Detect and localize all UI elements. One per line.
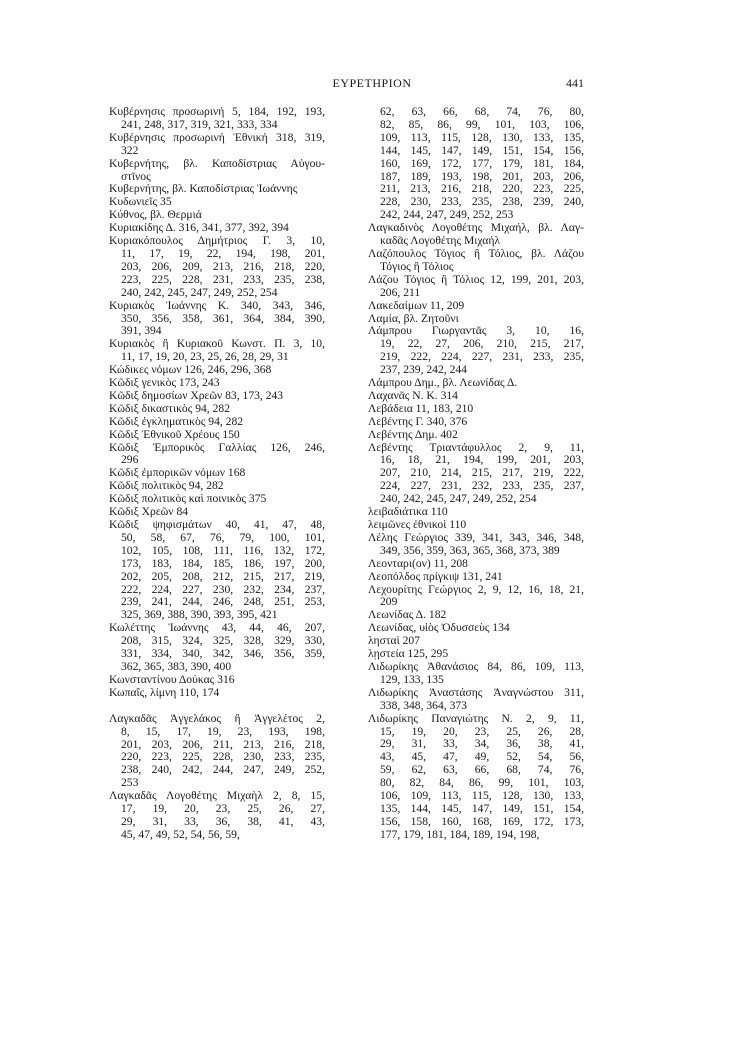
index-entry-line: 240, 242, 245, 247, 249, 252, 254 — [121, 285, 278, 299]
index-entry — [368, 713, 584, 842]
index-entry-line: 224, 227, 231, 232, 233, 235, 237, — [380, 479, 584, 493]
index-entry-line: 350, 356, 358, 361, 364, 384, 390, — [121, 311, 325, 325]
index-entry — [368, 377, 584, 390]
index-entry — [368, 558, 584, 571]
index-entry-line: 362, 365, 383, 390, 400 — [121, 659, 232, 673]
index-entry — [368, 274, 584, 300]
index-entry-line: 16, 18, 21, 194, 199, 201, 203, — [380, 453, 584, 467]
index-entry-line: 391, 394 — [121, 324, 162, 338]
index-entry-line: Λαχανᾶς Ν. Κ. 314 — [368, 388, 458, 402]
index-entry — [368, 403, 584, 416]
index-entry — [109, 235, 325, 300]
index-entry — [109, 338, 325, 364]
index-entry-line: Λιδωρίκης Ἀθανάσιος 84, 86, 109, 113, — [368, 659, 584, 673]
index-entry — [368, 442, 584, 507]
index-entry-line: Λεοπόλδος πρίγκιψ 131, 241 — [368, 569, 503, 583]
index-entry — [368, 571, 584, 584]
index-entry-line: 129, 133, 135 — [380, 672, 444, 686]
index-entry-line: 11, 17, 19, 20, 23, 25, 26, 28, 29, 31 — [121, 350, 289, 364]
index-entry-line: 253 — [121, 776, 139, 790]
index-entry — [368, 390, 584, 403]
index-entry-line: Κῶδιξ δικαστικὸς 94, 282 — [109, 401, 230, 415]
index-entry — [368, 429, 584, 442]
index-entry-line: 241, 248, 317, 319, 321, 333, 334 — [121, 117, 278, 131]
index-entry-line: 228, 230, 233, 235, 238, 239, 240, — [380, 195, 584, 209]
index-entry — [109, 442, 325, 468]
index-entry — [368, 687, 584, 713]
index-entry-line: Κωνσταντίνου Δούκας 316 — [109, 672, 235, 686]
index-column-left — [109, 106, 325, 842]
index-entry-line: 208, 315, 324, 325, 328, 329, 330, — [121, 634, 325, 648]
index-entry — [368, 416, 584, 429]
index-entry-line: 156, 158, 160, 168, 169, 172, 173, — [380, 814, 584, 828]
index-entry — [368, 584, 584, 610]
index-entry-line: Λεβέντης Δημ. 402 — [368, 427, 458, 441]
index-entry-line: Κώδικες νόμων 126, 246, 296, 368 — [109, 363, 272, 377]
index-entry-line: 201, 203, 206, 211, 213, 216, 218, — [121, 737, 325, 751]
index-entry-line: 242, 244, 247, 249, 252, 253 — [380, 208, 514, 222]
index-entry-line: Τόγιος ἢ Τόλιος — [380, 259, 454, 273]
index-entry — [368, 300, 584, 313]
index-entry-line: στῖνος — [121, 169, 151, 183]
index-entry-line: 207, 210, 214, 215, 217, 219, 222, — [380, 466, 584, 480]
index-entry-line: Κύθνος, βλ. Θερμιά — [109, 208, 202, 222]
index-entry-line: 80, 82, 84, 86, 99, 101, 103, — [380, 776, 584, 790]
index-entry-line: 59, 62, 63, 66, 68, 74, 76, — [380, 763, 584, 777]
index-entry-line: 19, 22, 27, 206, 210, 215, 217, — [380, 337, 584, 351]
index-entry-line: Κῶδιξ πολιτικὸς 94, 282 — [109, 479, 224, 493]
index-entry-line: Λεβέντης Τριαντάφυλλος 2, 9, 11, — [368, 440, 584, 454]
index-entry-line: 177, 179, 181, 184, 189, 194, 198, — [380, 827, 540, 841]
index-entry-line: 338, 348, 364, 373 — [380, 698, 467, 712]
index-entry-line: 223, 225, 228, 231, 233, 235, 238, — [121, 272, 325, 286]
index-entry-line: Κυβερνήτης, βλ. Καποδίστριας Αὐγου- — [109, 156, 325, 170]
index-entry-line: 144, 145, 147, 149, 151, 154, 156, — [380, 143, 584, 157]
index-entry-line: Λαζόπουλος Τόγιος ἢ Τόλιος, βλ. Λάζου — [368, 246, 584, 260]
index-entry-line: Λαμία, βλ. Ζητοῦνι — [368, 311, 459, 325]
index-entry-line: 173, 183, 184, 185, 186, 197, 200, — [121, 556, 325, 570]
index-entry — [109, 377, 325, 390]
index-entry — [368, 248, 584, 274]
index-entry-line: λειβαδιάτικα 110 — [368, 505, 448, 519]
index-entry-line: Κῶδιξ ἐγκληματικὸς 94, 282 — [109, 414, 244, 428]
index-entry-line: Κυριακὸς ἢ Κυριακοῦ Κωνστ. Π. 3, 10, — [109, 337, 325, 351]
index-entry-line: Λεβάδεια 11, 183, 210 — [368, 401, 474, 415]
index-entry-line: λῃστεία 125, 295 — [368, 647, 449, 661]
index-entry-line: Λάζου Τόγιος ἢ Τόλιος 12, 199, 201, 203, — [368, 272, 584, 286]
index-entry-line: 331, 334, 340, 342, 346, 356, 359, — [121, 647, 325, 661]
index-entry-line: Λάμπρου Γιωργαντᾶς 3, 10, 16, — [368, 324, 584, 338]
index-entry-line: Λεωνίδας, υἱὸς Ὀδυσσεὺς 134 — [368, 621, 510, 635]
index-entry — [109, 416, 325, 429]
index-entry-line: Λιδωρίκης Ἀναστάσης Ἀναγνώστου 311, — [368, 685, 584, 699]
index-entry — [109, 622, 325, 674]
index-entry-line: Λαγκαδᾶς Λογοθέτης Μιχαὴλ 2, 8, 15, — [109, 789, 325, 803]
index-entry-line: 220, 223, 225, 228, 230, 233, 235, — [121, 750, 325, 764]
index-entry-line: Λεχουρίτης Γεώργιος 2, 9, 12, 16, 18, 21, — [368, 582, 584, 596]
index-entry — [109, 300, 325, 339]
index-entry-line: Λεβέντης Γ. 340, 376 — [368, 414, 468, 428]
page-title: ΕΥΡΕΤΗΡΙΟΝ — [332, 76, 412, 90]
index-entry-line: λησταὶ 207 — [368, 634, 420, 648]
index-entry-line: 219, 222, 224, 227, 231, 233, 235, — [380, 350, 584, 364]
index-entry-line: Κυριακὸς Ἰωάννης Κ. 340, 343, 346, — [109, 298, 325, 312]
index-entry — [109, 106, 325, 132]
index-entry-line: 187, 189, 193, 198, 201, 203, 206, — [380, 169, 584, 183]
index-entry-line: 8, 15, 17, 19, 23, 193, 198, — [121, 724, 325, 738]
index-entry-line: 202, 205, 208, 212, 215, 217, 219, — [121, 569, 325, 583]
index-entry-line: Κῶδιξ ἐμπορικῶν νόμων 168 — [109, 466, 246, 480]
index-entry-line: Κῶδιξ ψηφισμάτων 40, 41, 47, 48, — [109, 518, 325, 531]
index-entry-line: Λάμπρου Δημ., βλ. Λεωνίδας Δ. — [368, 376, 518, 390]
index-entry-line: Κυβερνήτης, βλ. Καποδίστριας Ἰωάννης — [109, 182, 298, 196]
index-entry-line: 206, 211 — [380, 285, 421, 299]
index-entry-line: Κῶδιξ δημοσίων Χρεῶν 83, 173, 243 — [109, 388, 284, 402]
index-entry-line: Λεονταρι(ον) 11, 208 — [368, 556, 468, 570]
index-entry-line: 238, 240, 242, 244, 247, 249, 252, — [121, 763, 325, 777]
index-entry-line: Κῶδιξ πολιτικὸς καὶ ποινικὸς 375 — [109, 492, 267, 506]
index-entry-line: 29, 31, 33, 34, 36, 38, 41, — [380, 737, 584, 751]
index-entry-line: 11, 17, 19, 22, 194, 198, 201, — [121, 246, 325, 260]
index-entry-line: Λιδωρίκης Παναγιώτης Ν. 2, 9, 11, — [368, 711, 584, 725]
index-entry — [109, 429, 325, 442]
index-entry — [368, 222, 584, 248]
index-entry-line: Κυβέρνησις προσωρινή Ἐθνική 318, 319, — [109, 130, 325, 144]
index-entry-line: 237, 239, 242, 244 — [380, 363, 467, 377]
index-entry-line: 211, 213, 216, 218, 220, 223, 225, — [380, 182, 584, 196]
index-entry-line: 222, 224, 227, 230, 232, 234, 237, — [121, 582, 325, 596]
index-entry-line: Κωλέττης Ἰωάννης 43, 44, 46, 207, — [109, 621, 325, 635]
index-entry-line: 17, 19, 20, 23, 25, 26, 27, — [121, 802, 325, 816]
index-entry-line: Κωπαΐς, λίμνη 110, 174 — [109, 685, 220, 699]
index-entry-line: Λακεδαίμων 11, 209 — [368, 298, 465, 312]
index-entry — [109, 158, 325, 184]
index-entry — [109, 390, 325, 403]
index-entry-line: 106, 109, 113, 115, 128, 130, 133, — [380, 789, 584, 803]
index-entry-line: Λέλης Γεώργιος 339, 341, 343, 346, 348, — [368, 530, 584, 544]
index-entry-line: 29, 31, 33, 36, 38, 41, 43, — [121, 814, 325, 828]
index-entry — [109, 713, 325, 790]
index-entry-line: 82, 85, 86, 99, 101, 103, 106, — [380, 117, 584, 131]
index-entry-line: 322 — [121, 143, 139, 157]
index-entry — [368, 661, 584, 687]
index-entry-line: 349, 356, 359, 363, 365, 368, 373, 389 — [380, 543, 560, 557]
index-letter-gap — [109, 700, 325, 713]
index-entry-line: 135, 144, 145, 147, 149, 151, 154, — [380, 801, 584, 815]
index-entry-line: 209 — [380, 595, 398, 609]
index-entry-line: Κυριακόπουλος Δημήτριος Γ. 3, 10, — [109, 234, 325, 248]
index-entry-line: 102, 105, 108, 111, 116, 132, 172, — [121, 543, 325, 557]
index-entry — [368, 106, 584, 222]
index-entry-line: 62, 63, 66, 68, 74, 76, 80, — [380, 105, 584, 118]
index-entry-line: Λαγκαδινὸς Λογοθέτης Μιχαήλ, βλ. Λαγ- — [368, 221, 584, 235]
index-entry-line: Λεωνίδας Δ. 182 — [368, 608, 447, 622]
index-entry-line: 160, 169, 172, 177, 179, 181, 184, — [380, 156, 584, 170]
index-entry — [109, 519, 325, 622]
index-entry-line: Κυδωνιεῖς 35 — [109, 195, 172, 209]
index-column-right — [368, 106, 584, 842]
index-entry-line: 240, 242, 245, 247, 249, 252, 254 — [380, 492, 537, 506]
index-entry-line: 203, 206, 209, 213, 216, 218, 220, — [121, 259, 325, 273]
index-entry-line: 50, 58, 67, 76, 79, 100, 101, — [121, 530, 325, 544]
index-entry — [109, 403, 325, 416]
index-entry-line: 15, 19, 20, 23, 25, 26, 28, — [380, 724, 584, 738]
index-entry — [109, 132, 325, 158]
index-entry-line: Κῶδιξ Ἐθνικοῦ Χρέους 150 — [109, 427, 240, 441]
index-entry-line: 45, 47, 49, 52, 54, 56, 59, — [121, 827, 240, 841]
index-entry — [109, 674, 325, 687]
index-entry-line: λειμῶνες ἐθνικοὶ 110 — [368, 518, 467, 531]
index-entry — [368, 519, 584, 532]
index-entry-line: Κυριακίδης Δ. 316, 341, 377, 392, 394 — [109, 221, 289, 235]
index-entry — [368, 325, 584, 377]
index-entry-line: 239, 241, 244, 246, 248, 251, 253, — [121, 595, 325, 609]
index-entry-line: 109, 113, 115, 128, 130, 133, 135, — [380, 130, 584, 144]
index-entry-line: Κῶδιξ γενικὸς 173, 243 — [109, 376, 220, 390]
index-entry-line: Λαγκαδᾶς Ἀγγελάκος ἢ Ἀγγελέτος 2, — [109, 711, 325, 725]
index-entry — [109, 687, 325, 700]
index-entry-line: καδᾶς Λογοθέτης Μιχαήλ — [380, 234, 501, 248]
index-entry-line: Κυβέρνησις προσωρινή 5, 184, 192, 193, — [109, 105, 325, 118]
page-number: 441 — [566, 76, 584, 90]
index-entry — [109, 790, 325, 842]
index-entry-line: Κῶδιξ Χρεῶν 84 — [109, 505, 189, 519]
index-entry-line: Κῶδιξ Ἐμπορικὸς Γαλλίας 126, 246, — [109, 440, 325, 454]
index-entry-line: 325, 369, 388, 390, 393, 395, 421 — [121, 608, 278, 622]
index-entry-line: 296 — [121, 453, 139, 467]
index-entry-line: 43, 45, 47, 49, 52, 54, 56, — [380, 750, 584, 764]
index-entry — [368, 532, 584, 558]
